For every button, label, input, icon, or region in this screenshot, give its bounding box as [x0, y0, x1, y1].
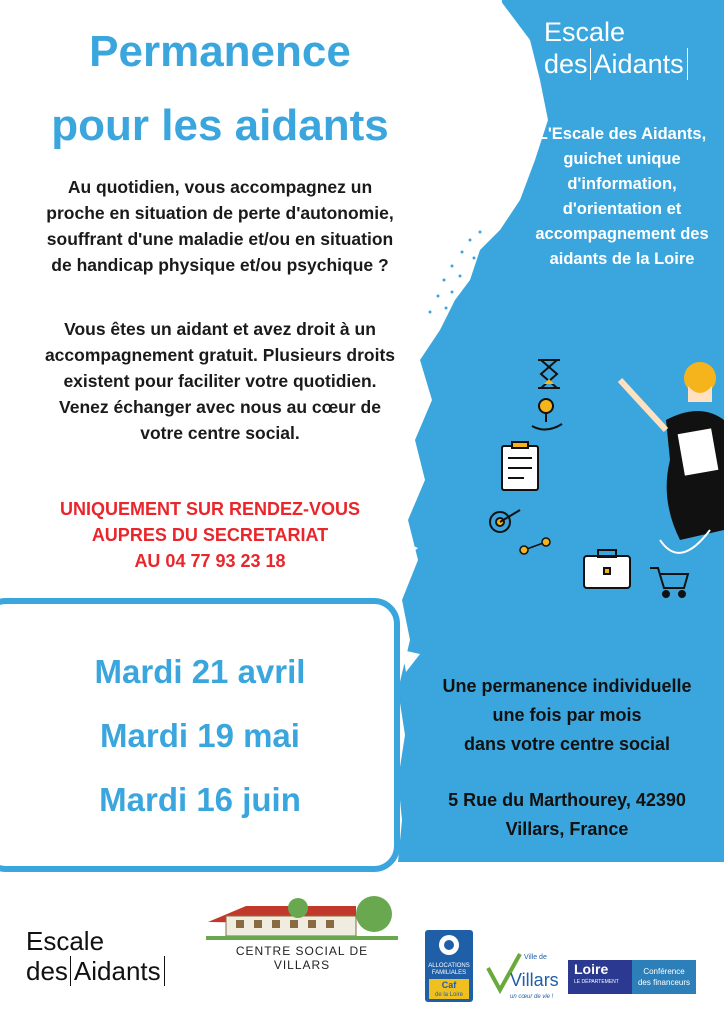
- cart-icon: [650, 568, 688, 597]
- footer-brand-logo: [26, 926, 165, 986]
- loire-financeurs-block: [632, 960, 696, 994]
- caf-text: Caf: [429, 979, 469, 991]
- intro-line: Venez échanger avec nous au cœur de: [59, 397, 381, 417]
- footer-brand-line2b: Aidants: [70, 956, 165, 986]
- hourglass-icon: [538, 360, 560, 388]
- permanence-line: une fois par mois: [492, 705, 642, 725]
- villars-text: Villars: [510, 970, 559, 990]
- address: [410, 786, 724, 844]
- permanence-line: dans votre centre social: [463, 734, 671, 754]
- centre-social-label: CENTRE SOCIAL DE VILLARS: [235, 944, 369, 972]
- clipboard-icon: [502, 442, 538, 490]
- caf-text: ALLOCATIONS: [428, 963, 470, 969]
- intro-line: de handicap physique et/ou psychique ?: [51, 255, 389, 275]
- intro-paragraph-2: [10, 316, 430, 446]
- intro-line: souffrant d'une maladie et/ou en situation: [46, 229, 394, 249]
- tagline-line: L'Escale des Aidants,: [537, 125, 707, 143]
- loire-text: Loire: [574, 961, 609, 977]
- person-icon: [620, 362, 724, 553]
- loire-logo: [568, 960, 696, 994]
- tagline-line: aidants de la Loire: [549, 250, 695, 268]
- footer-brand-line2a: des: [26, 956, 68, 986]
- brand-line1: Escale: [544, 17, 626, 47]
- loire-text: LE DÉPARTEMENT: [574, 979, 619, 985]
- network-icon: [520, 538, 550, 554]
- villars-text: Ville de: [524, 954, 547, 961]
- notice-phone: AU 04 77 93 23 18: [134, 551, 286, 571]
- coin-hand-icon: [532, 399, 562, 430]
- date-2: Mardi 19 mai: [100, 717, 300, 754]
- page-title-line1: Permanence: [89, 27, 351, 76]
- intro-line: Vous êtes un aidant et avez droit à un: [64, 319, 376, 339]
- notice-line: UNIQUEMENT SUR RENDEZ-VOUS: [59, 499, 360, 519]
- caf-logo: [425, 930, 473, 1002]
- centre-social-building-icon: [206, 892, 398, 942]
- footer-brand-line1: Escale: [26, 926, 105, 956]
- loire-block: [568, 960, 632, 994]
- appointment-notice: [0, 496, 420, 574]
- intro-line: existent pour faciliter votre quotidien.: [63, 371, 377, 391]
- tagline-line: d'information,: [567, 175, 677, 193]
- brand-line2a: des: [544, 49, 588, 79]
- loire-text: Conférence: [643, 967, 685, 976]
- intro-line: votre centre social.: [140, 423, 300, 443]
- aidant-illustration: [480, 350, 724, 610]
- permanence-line: Une permanence individuelle: [442, 676, 692, 696]
- intro-paragraph-1: [10, 174, 430, 278]
- notice-line: AUPRES DU SECRETARIAT: [91, 525, 329, 545]
- villars-text: un cœur de vie !: [510, 994, 554, 1000]
- briefcase-icon: [584, 550, 630, 588]
- tagline: [520, 122, 724, 272]
- permanence-info: [410, 672, 724, 759]
- tagline-line: accompagnement des: [535, 225, 709, 243]
- brand-logo-top: [544, 16, 688, 80]
- intro-line: accompagnement gratuit. Plusieurs droits: [44, 345, 396, 365]
- caf-emblem-icon: [425, 930, 473, 960]
- loire-text: des financeurs: [637, 978, 691, 987]
- intro-line: Au quotidien, vous accompagnez un: [67, 177, 373, 197]
- caf-text: FAMILIALES: [431, 970, 467, 976]
- date-1: Mardi 21 avril: [94, 653, 306, 690]
- address-line: Villars, France: [505, 819, 629, 839]
- address-line: 5 Rue du Marthourey, 42390: [448, 790, 686, 810]
- tagline-line: guichet unique: [563, 150, 681, 168]
- caf-text: de la Loire: [429, 991, 469, 999]
- brand-line2b: Aidants: [590, 48, 688, 80]
- intro-line: proche en situation de perte d'autonomie,: [46, 203, 394, 223]
- date-3: Mardi 16 juin: [99, 781, 301, 818]
- tagline-line: d'orientation et: [562, 200, 682, 218]
- target-icon: [490, 510, 520, 532]
- villars-logo: [484, 950, 564, 1010]
- page-title-line2: pour les aidants: [51, 101, 389, 150]
